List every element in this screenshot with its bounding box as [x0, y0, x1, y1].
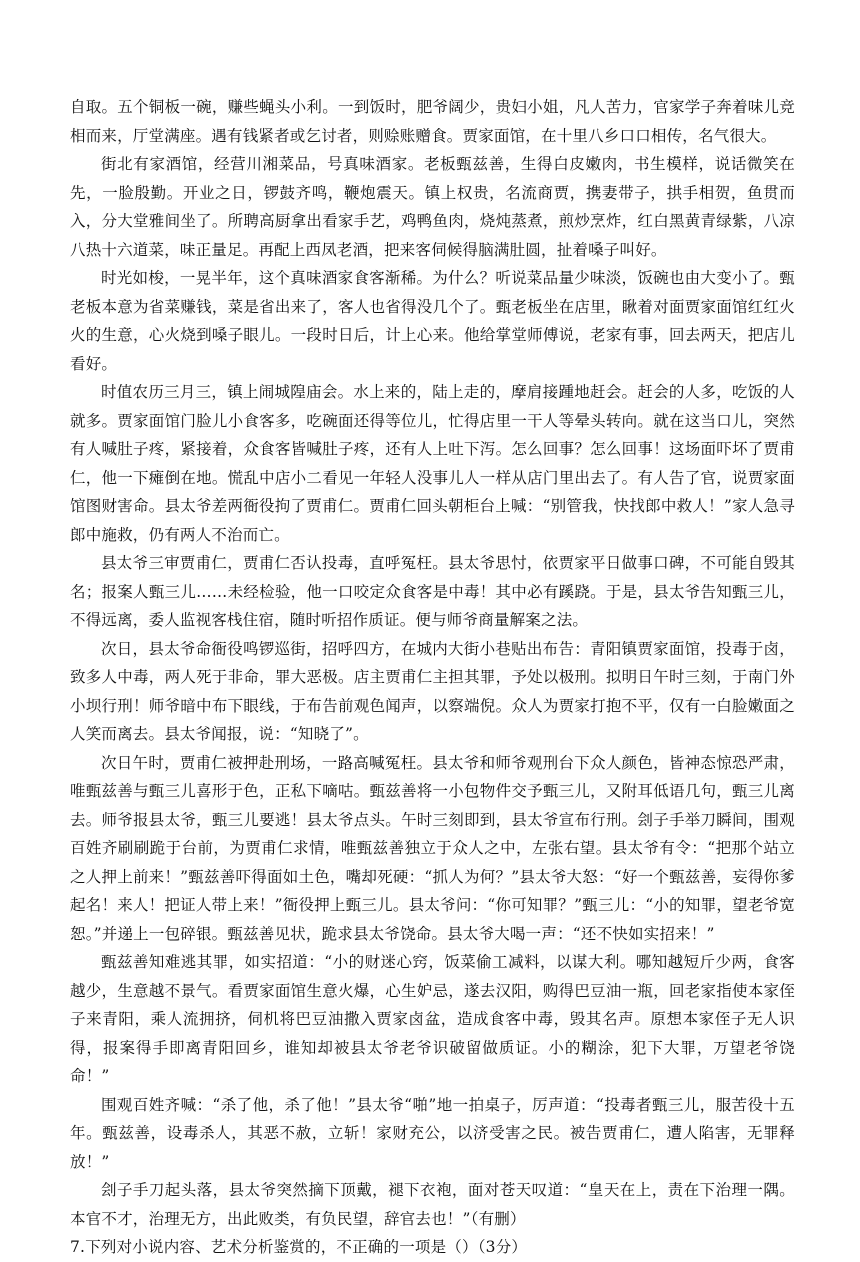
- paragraph-3: 时光如梭，一晃半年，这个真味酒家食客渐稀。为什么？听说菜品量少味淡，饭碗也由大变小了。甄老板本意为省菜赚钱，菜是省出来了，客人也省得没几个了。甄老板坐在店里，瞅着对面贾家面馆红红火火的生意，心火烧到嗓子眼儿。一段时日后，计上心来。他给掌堂师傅说，老家有事，回去两天，把店儿看好。: [70, 269, 795, 373]
- paragraph-8: 甄兹善知难逃其罪，如实招道：“小的财迷心窍，饭菜偷工减料，以谋大利。哪知越短斤少两，食客越少，生意越不景气。看贾家面馆生意火爆，心生妒忌，遂去汉阳，购得巴豆油一瓶，回老家指使本家侄子来青阳，乘人流拥挤，伺机将巴豆油撒入贾家卤盆，造成食客中毒，毁其名声。原想本家侄子无人识得，报案得手即离青阳回乡，谁知却被县太爷老爷识破留做质证。小的糊涂，犯下大罪，万望老爷饶命！”: [70, 953, 795, 1085]
- paragraph-2: 街北有家酒馆，经营川湘菜品，号真味酒家。老板甄兹善，生得白皮嫩肉，书生模样，说话微笑在先，一脸殷勤。开业之日，锣鼓齐鸣，鞭炮震天。镇上权贵，名流商贾，携妻带子，拱手相贺，鱼贯而入，分大堂雅间坐了。所聘高厨拿出看家手艺，鸡鸭鱼肉，烧炖蒸煮，煎炒烹炸，红白黑黄青绿紫，八凉八热十六道菜，味正量足。再配上西凤老酒，把来客伺候得脑满肚圆，扯着嗓子叫好。: [70, 155, 795, 259]
- paragraph-5: 县太爷三审贾甫仁，贾甫仁否认投毒，直呼冤枉。县太爷思忖，依贾家平日做事口碑，不可能自毁其名；报案人甄三儿……未经检验，他一口咬定众食客是中毒！其中必有蹊跷。于是，县太爷告知甄三儿，不得远离，委人监视客栈住宿，随时听招作质证。便与师爷商量解案之法。: [70, 554, 795, 629]
- paragraph-6: 次日，县太爷命衙役鸣锣巡街，招呼四方，在城内大街小巷贴出布告：青阳镇贾家面馆，投毒于卤，致多人中毒，两人死于非命，罪大恶极。店主贾甫仁主担其罪，予处以极刑。拟明日午时三刻，于南门外小坝行刑！师爷暗中布下眼线，于布告前观色闻声，以察端倪。众人为贾家打抱不平，仅有一白脸嫩面之人笑而离去。县太爷闻报，说：“知晓了”。: [70, 639, 795, 743]
- question-7: 7.下列对小说内容、艺术分析鉴赏的，不正确的一项是（）（3分）: [70, 1238, 528, 1256]
- paragraph-10: 刽子手刀起头落，县太爷突然摘下顶戴，褪下衣袍，面对苍天叹道：“皇天在上，责在下治理一隅。本官不才，治理无方，出此败类，有负民望，辞官去也！”（有删）: [70, 1181, 795, 1228]
- paragraph-1: 自取。五个铜板一碗，赚些蝇头小利。一到饭时，肥爷阔少，贵妇小姐，凡人苦力，官家学子奔着味儿竞相而来，厅堂满座。遇有钱紧者或乞讨者，则赊账赠食。贾家面馆，在十里八乡口口相传，名气很大。: [70, 98, 795, 145]
- paragraph-9: 围观百姓齐喊：“杀了他，杀了他！”县太爷“啪”地一拍桌子，厉声道：“投毒者甄三儿，服苦役十五年。甄兹善，设毒杀人，其恶不赦，立斩！家财充公，以济受害之民。被告贾甫仁，遭人陷害，无罪释放！”: [70, 1095, 795, 1171]
- document-page: [70, 93, 795, 1262]
- paragraph-4: 时值农历三月三，镇上闹城隍庙会。水上来的，陆上走的，摩肩接踵地赶会。赶会的人多，吃饭的人就多。贾家面馆门脸儿小食客多，吃碗面还得等位儿，忙得店里一干人等晕头转向。就在这当口儿，突然有人喊肚子疼，紧接着，众食客皆喊肚子疼，还有人上吐下泻。怎么回事？怎么回事！这场面吓坏了贾甫仁，他一下瘫倒在地。慌乱中店小二看见一年轻人没事儿人一样从店门里出去了。有人告了官，说贾家面馆图财害命。县太爷差两衙役拘了贾甫仁。贾甫仁回头朝柜台上喊：“别管我，快找郎中救人！”家人急寻郎中施救，仍有两人不治而亡。: [70, 383, 795, 544]
- paragraph-7: 次日午时，贾甫仁被押赴刑场，一路高喊冤枉。县太爷和师爷观刑台下众人颜色，皆神态惊恐严肃，唯甄兹善与甄三儿喜形于色，正私下嘀咕。甄兹善将一小包物件交予甄三儿，又附耳低语几句，甄三儿离去。师爷报县太爷，甄三儿要逃！县太爷点头。午时三刻即到，县太爷宣布行刑。刽子手举刀瞬间，围观百姓齐刷刷跪于台前，为贾甫仁求情，唯甄兹善独立于众人之中，左张右望。县太爷有令：“把那个站立之人押上前来！”甄兹善吓得面如土色，嘴却死硬：“抓人为何？”县太爷大怒：“好一个甄兹善，妄得你爹起名！来人！把证人带上来！”衙役押上甄三儿。县太爷问：“你可知罪？”甄三儿：“小的知罪，望老爷宽恕。”并递上一包碎银。甄兹善见状，跪求县太爷饶命。县太爷大喝一声：“还不快如实招来！”: [70, 753, 795, 943]
